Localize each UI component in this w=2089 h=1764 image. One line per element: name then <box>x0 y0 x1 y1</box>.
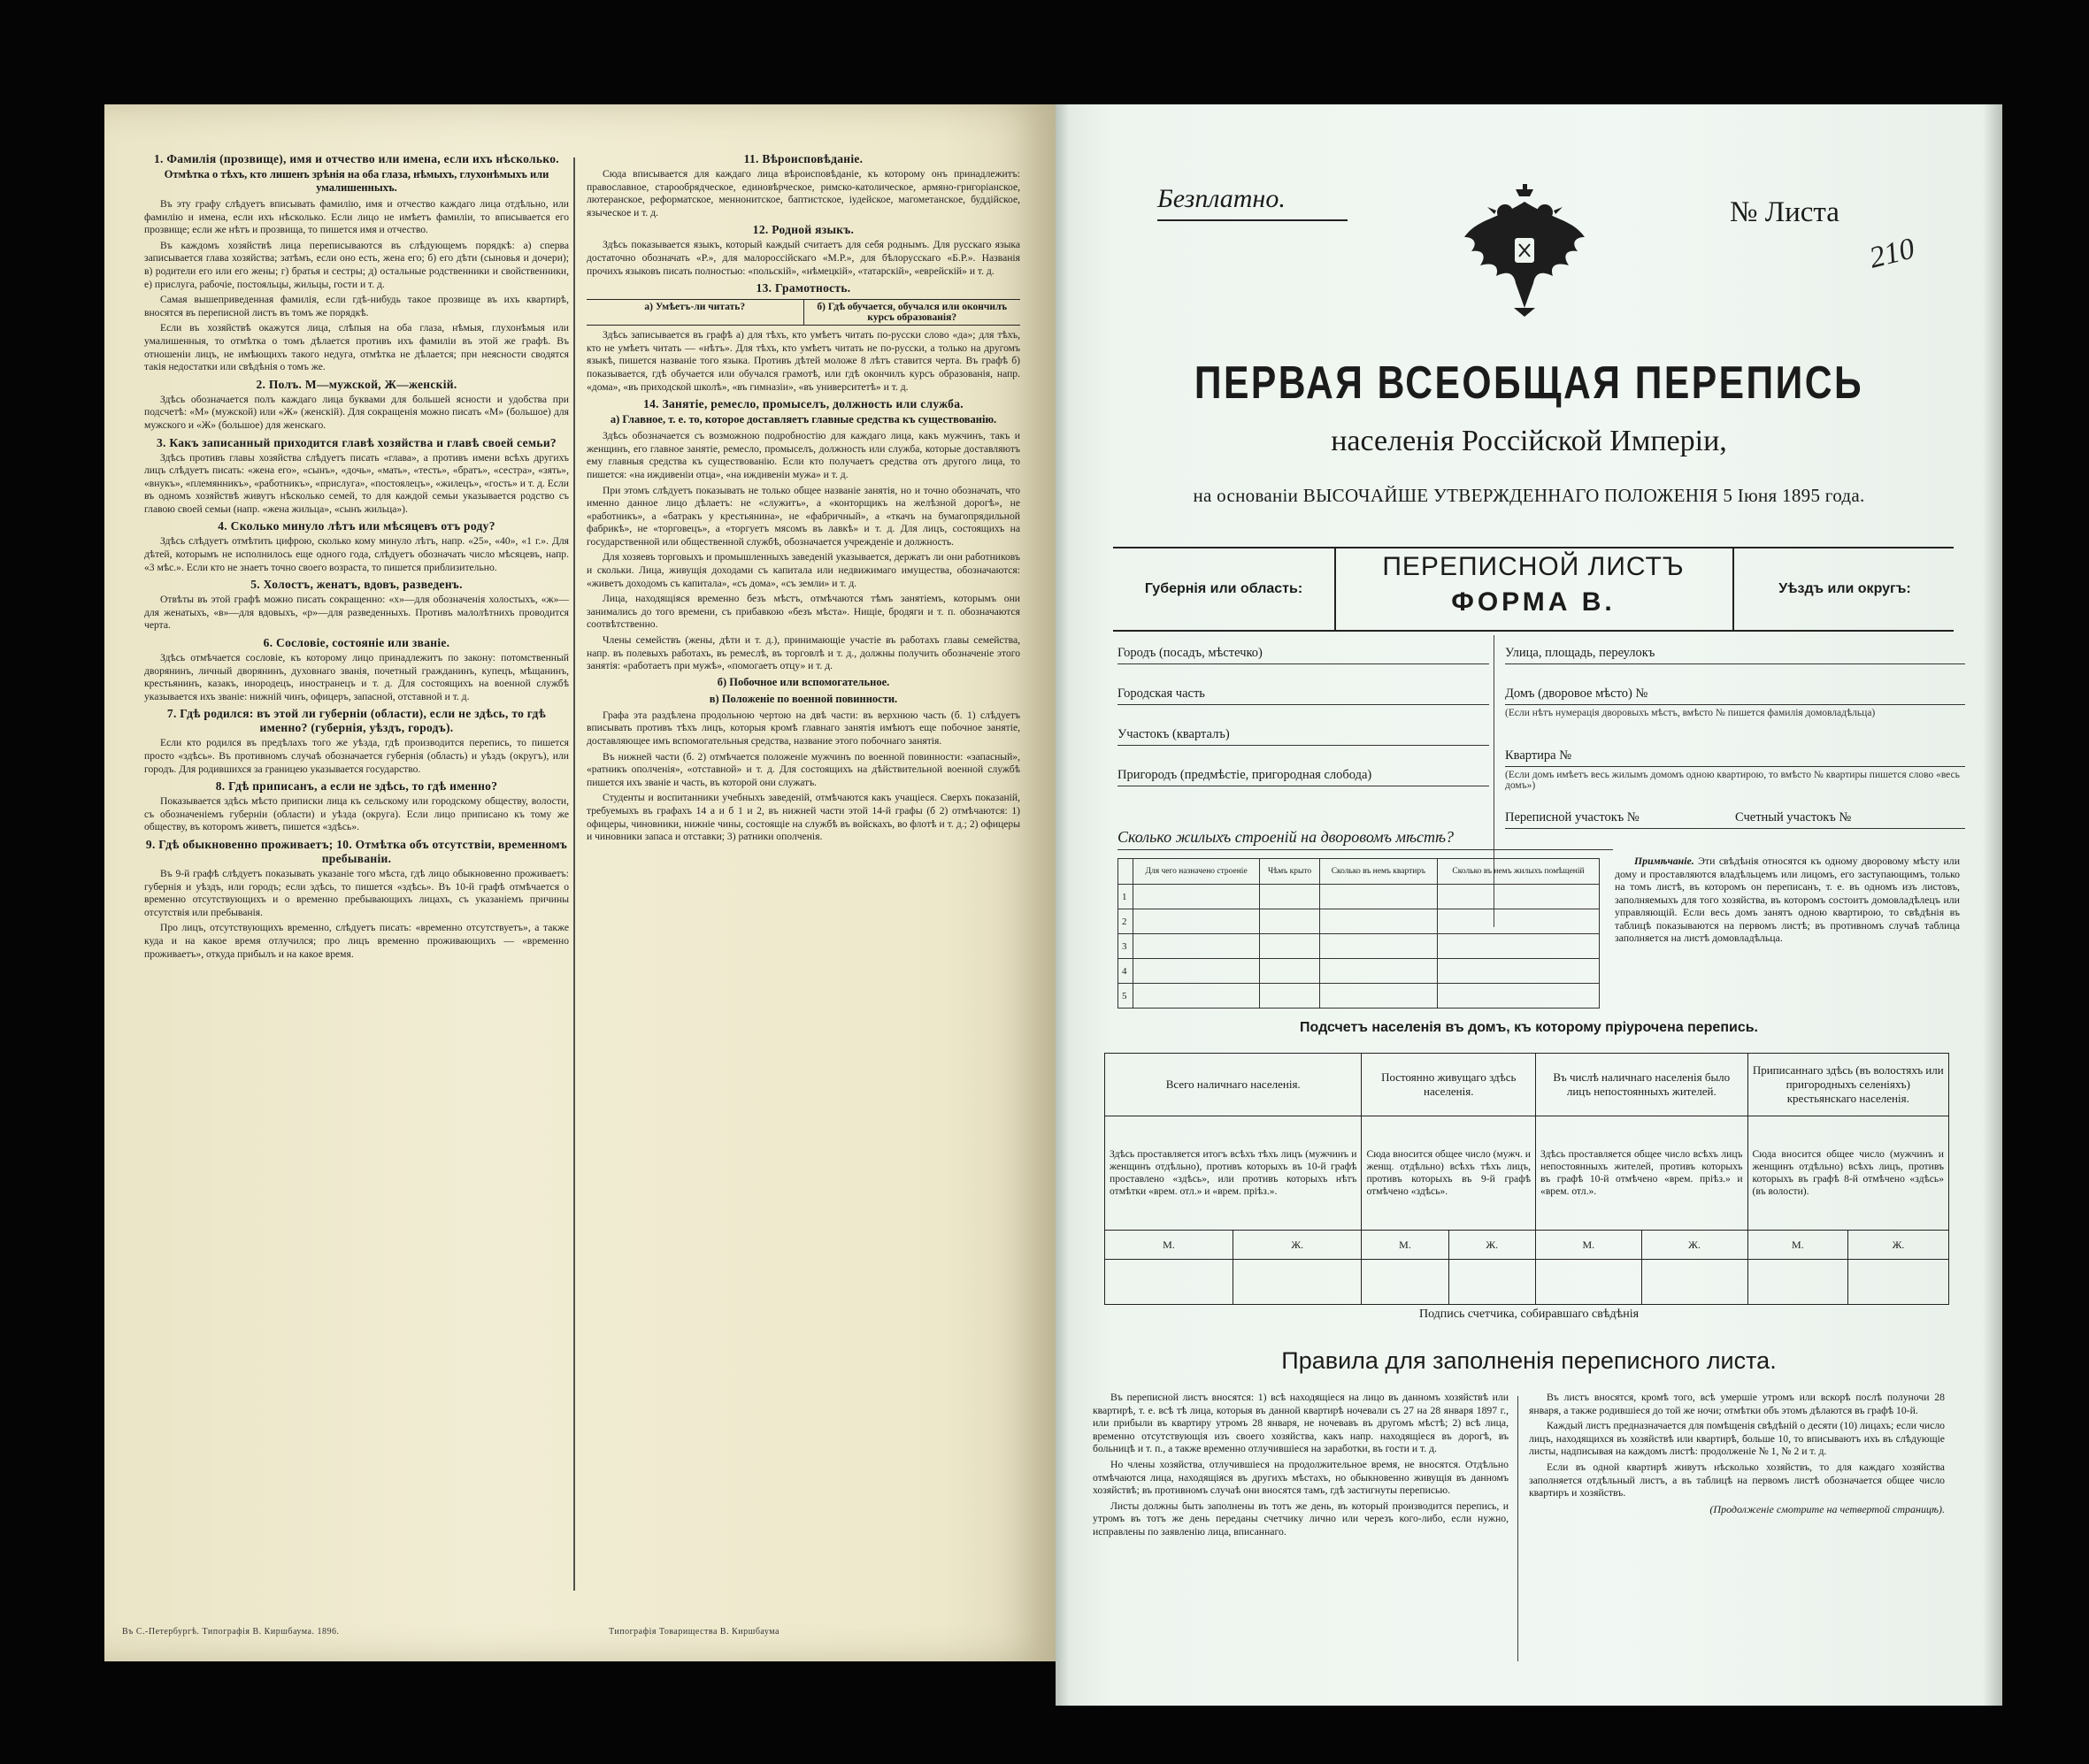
address-field[interactable] <box>1505 800 1965 840</box>
section-heading: 13. Грамотность. <box>756 281 851 295</box>
instruction-paragraph: Члены семействъ (жены, дѣти и т. д.), принимающіе участіе въ работахъ главы семейства, напр. въ полевыхъ работахъ, въ ремеслѣ, въ торговлѣ и т. д., должны получить обозначеніе этого занятія: «работаетъ при мужѣ», «помогаетъ отцу» и т. д. <box>587 634 1020 672</box>
buildings-table <box>1117 858 1600 1009</box>
population-col-description: Здѣсь проставляется общее число всѣхъ лицъ непостоянныхъ жителей, противъ которыхъ въ графѣ 10-й отмѣчено «врем. пріѣз.» и «врем. отл.». <box>1536 1116 1748 1231</box>
buildings-cell[interactable] <box>1438 959 1600 984</box>
fill-line[interactable] <box>1117 663 1489 664</box>
buildings-row-number: 4 <box>1118 959 1133 984</box>
buildings-col-header: Для чего назначено строеніе <box>1133 859 1260 885</box>
buildings-answer-line[interactable] <box>1117 849 1613 850</box>
population-col-description: Сюда вносится общее число (мужч. и женщ. отдѣльно) всѣхъ тѣхъ лицъ, противъ которыхъ въ 9-й графѣ отмѣчено «здѣсь». <box>1362 1116 1536 1231</box>
instruction-paragraph: Въ 9-й графѣ слѣдуетъ показывать указаніе того мѣста, гдѣ лицо обыкновенно проживаетъ: губернія и уѣздъ, или городъ; если здѣсь, то пишется «здѣсь». Въ 10-й графѣ отмѣчается о временно отсутствующихъ и о временно пребывающихъ лицахъ, съ указаніемъ причины отсутствія или пребыванія. <box>144 867 569 918</box>
address-field[interactable] <box>1505 676 1965 738</box>
address-field-note: (Если нѣтъ нумерація дворовыхъ мѣстъ, вмѣсто № пишется фамилія домовладѣльца) <box>1505 708 1876 718</box>
buildings-cell[interactable] <box>1438 909 1600 934</box>
buildings-row <box>1118 934 1600 959</box>
address-field-label: Городская часть <box>1117 686 1205 701</box>
census-title: ПЕРВАЯ ВСЕОБЩАЯ ПЕРЕПИСЬ <box>1194 357 1864 409</box>
population-col-header: Всего наличнаго населенія. <box>1105 1054 1362 1116</box>
female-column-label: Ж. <box>1848 1231 1949 1260</box>
fill-line[interactable] <box>1505 704 1965 705</box>
buildings-cell[interactable] <box>1319 959 1437 984</box>
female-column-label: Ж. <box>1641 1231 1747 1260</box>
address-field-label: Пригородъ (предмѣстіе, пригородная слобода) <box>1117 768 1372 782</box>
male-column-label: М. <box>1536 1231 1642 1260</box>
form-designation: ФОРМА В. <box>1451 587 1616 617</box>
buildings-row-number: 5 <box>1118 984 1133 1009</box>
fill-line[interactable] <box>1505 663 1965 664</box>
instruction-paragraph: Студенты и воспитанники учебныхъ заведеній, отмѣчаются какъ учащіеся. Сверхъ показаній, требуемыхъ въ графахъ 14 а и б 1 и 2, въ нижней части этой 14-й графы (б 2) отмѣчаются: 1) офицеры, чиновники, нижніе чины, состоящіе на службѣ въ войскахъ, во флотѣ и т. д.; 2) офицеры и чиновники запаса и отставки; 3) ратники ополченія. <box>587 792 1020 843</box>
address-field-label: Квартира № <box>1505 748 1572 763</box>
fill-line[interactable] <box>1117 745 1489 746</box>
rules-divider <box>1517 1396 1518 1661</box>
buildings-cell[interactable] <box>1319 885 1437 909</box>
male-column-label: М. <box>1747 1231 1847 1260</box>
column-divider <box>573 157 575 1591</box>
address-field[interactable] <box>1505 738 1965 800</box>
sheet-number-label: № Листа <box>1730 196 1839 228</box>
page-binding-edge <box>1056 104 1070 1706</box>
instruction-paragraph: Здѣсь показывается языкъ, который каждый считаетъ для себя роднымъ. Для русскаго языка достаточно обозначать «Р.», для малороссійскаго «М.Р.», для бѣлорусскаго «Б.Р.». Названія прочихъ языковъ писать полностью: «польскій», «нѣмецкій», «татарскій», «еврейскій» и т. д. <box>587 239 1020 277</box>
literacy-subquestions <box>587 299 1020 326</box>
female-count-cell[interactable] <box>1233 1260 1362 1305</box>
address-field-label: Городъ (посадъ, мѣстечко) <box>1117 646 1263 660</box>
buildings-row <box>1118 885 1600 909</box>
address-field-note: (Если домъ имѣетъ весь жилымъ домомъ одною квартирою, то вмѣсто № квартиры пишется слово «весь домъ») <box>1505 770 1960 791</box>
note-label: Примѣчаніе. <box>1634 855 1694 867</box>
population-count-table <box>1104 1053 1949 1305</box>
section-heading: 11. Вѣроисповѣданіе. <box>743 152 864 165</box>
instruction-paragraph: Показывается здѣсь мѣсто приписки лица къ сельскому или городскому обществу, волости, съ обозначеніемъ губерніи (области) и уѣзда (округа). Если лицо приписано къ тому же обществу, въ которомъ живетъ, пишется «здѣсь». <box>144 795 569 833</box>
governorate-field[interactable]: Губернія или область: <box>1113 548 1336 630</box>
population-col-header: Приписаннаго здѣсь (въ волостяхъ или пригородныхъ селеніяхъ) крестьянскаго населенія. <box>1747 1054 1948 1116</box>
population-col-header: Въ числѣ наличнаго населенія было лицъ непостоянныхъ жителей. <box>1536 1054 1748 1116</box>
instruction-paragraph: При этомъ слѣдуетъ показывать не только общее названіе занятія, но и точно обозначать, что именно данное лицо дѣлаетъ: не «служитъ», а «конторщикъ на желѣзной дорогѣ», не «работникъ», а «батракъ у крестьянина», не «фабричный», а «ткачъ на бумагопрядильной фабрикѣ», не «торговецъ», а «торгуетъ мясомъ въ лавкѣ» и т. д. Для лицъ, состоящихъ на государственной или общественной службѣ, обозначается учрежденіе и должность. <box>587 484 1020 548</box>
rules-paragraph: Въ переписной листъ вносятся: 1) всѣ находящіеся на лицо въ данномъ хозяйствѣ или квартирѣ, т. е. всѣ тѣ лица, которыя въ данной квартирѣ ночевали съ 27 на 28 января 1897 г., или прибыли въ квартиру утромъ 28 января, не ночевавъ въ другомъ мѣстѣ; 2) всѣ лица, временно отсутствующія изъ своего хозяйства, какъ напр. находящіеся въ дорогѣ, въ больницѣ и т. п., а также временно отлучившіеся на заработки, въ гости и т. д. <box>1093 1392 1509 1455</box>
buildings-cell[interactable] <box>1319 934 1437 959</box>
sheet-title: ПЕРЕПИСНОЙ ЛИСТЪ <box>1382 552 1685 581</box>
buildings-col-header: Сколько въ немъ жилыхъ помѣщеній <box>1438 859 1600 885</box>
rules-paragraph: Если въ одной квартирѣ живутъ нѣсколько хозяйствъ, то для каждаго хозяйства заполняется отдѣльный листъ, а въ таблицѣ на первомъ листѣ обозначается общее число квартиръ и хозяйствъ. <box>1529 1461 1945 1499</box>
double-headed-eagle-icon <box>1461 184 1589 317</box>
rules-paragraph: Но члены хозяйства, отлучившіеся на продолжительное время, не вносятся. Отдѣльно отмѣчаются лица, находящіяся въ другихъ мѣстахъ, но обыкновенно живущія въ данномъ хозяйствѣ; въ противномъ случаѣ они вносятся тамъ, гдѣ застигнуты переписью. <box>1093 1458 1509 1497</box>
instructions-column-2 <box>587 149 1020 1582</box>
section-heading: 8. Гдѣ приписанъ, а если не здѣсь, то гдѣ именно? <box>215 779 498 794</box>
printer-footer-right: Типографія Товарищества В. Киршбаума <box>609 1627 780 1637</box>
census-subtitle: населенія Россійской Имперіи, <box>1331 425 1727 457</box>
male-column-label: М. <box>1362 1231 1448 1260</box>
buildings-col-blank <box>1118 859 1133 885</box>
address-field-label: Переписной участокъ № <box>1505 810 1640 824</box>
buildings-col-header: Чѣмъ крыто <box>1260 859 1319 885</box>
buildings-cell[interactable] <box>1133 959 1260 984</box>
male-count-cell[interactable] <box>1536 1260 1642 1305</box>
instruction-paragraph: Отвѣты въ этой графѣ можно писать сокращенно: «х»—для обозначенія холостыхъ, «ж»—для женатыхъ, «в»—для вдовыхъ, «р»—для разведенныхъ. Противъ малолѣтнихъ проводится черта. <box>144 594 569 632</box>
section-heading: 9. Гдѣ обыкновенно проживаетъ; 10. Отмѣтка объ отсутствіи, временномъ пребываніи. <box>145 837 568 865</box>
instruction-paragraph: Лица, находящіяся временно безъ мѣстъ, отмѣчаются тѣмъ занятіемъ, которымъ они занимались до того времени, съ прибавкою «безъ мѣста». Нищіе, бродяги и т. п. обозначаются соотвѣтственно. <box>587 593 1020 631</box>
instruction-paragraph: Если кто родился въ предѣлахъ того же уѣзда, гдѣ производится перепись, то пишется просто «здѣсь». Въ противномъ случаѣ обозначается губернія (область) и уѣздъ (округъ), или городъ. Для родившихся за границею указывается государство. <box>144 737 569 775</box>
census-legal-basis: на основаніи ВЫСОЧАЙШЕ УТВЕРЖДЕННАГО ПОЛОЖЕНІЯ 5 Іюня 1895 года. <box>1193 485 1865 506</box>
instruction-paragraph: Про лицъ, отсутствующихъ временно, слѣдуетъ писать: «временно отсутствуетъ», а также куда и на какое время отлучился; про лицъ временно проживающихъ — «временно проживаетъ», откуда прибылъ и на какое время. <box>144 922 569 960</box>
buildings-cell[interactable] <box>1133 885 1260 909</box>
uezd-field[interactable]: Уѣздъ или округъ: <box>1732 548 1955 630</box>
buildings-cell[interactable] <box>1133 984 1260 1009</box>
buildings-row <box>1118 959 1600 984</box>
instruction-paragraph: Для хозяевъ торговыхъ и промышленныхъ заведеній указывается, держатъ ли они работниковъ и скольки. Лица, живущія доходами съ капитала или недвижимаго имущества, обозначаются: «живетъ доходомъ съ капитала», «съ дома», «съ земли» и т. д. <box>587 551 1020 589</box>
instruction-paragraph: Здѣсь противъ главы хозяйства слѣдуетъ писать «глава», а противъ имени всѣхъ другихъ лицъ слѣдуетъ писать: «жена его», «сынъ», «дочь», «мать», «тесть», «братъ», «сестра», «зять», «внукъ», «племянникъ», «работникъ», «прислуга», «постоялецъ», «жилецъ», «гость» и т. д. Если въ одномъ хозяйствѣ живутъ нѣсколько семей, то для каждой семьи указывается родство съ главою своей семьи (напр. «жена жильца», «сынъ жильца»). <box>144 451 569 515</box>
buildings-row <box>1118 984 1600 1009</box>
instruction-paragraph: Графа эта раздѣлена продольною чертою на двѣ части: въ верхнюю часть (б. 1) слѣдуетъ вписывать противъ тѣхъ лицъ, которыя кромѣ главнаго занятія имѣютъ еще побочное занятіе, доставляющее имъ вспомогательныя средства, название этого побочнаго занятія. <box>587 709 1020 747</box>
male-count-cell[interactable] <box>1747 1260 1847 1305</box>
section-subheading: б) Побочное или вспомогательное. <box>717 675 890 688</box>
section-heading: 6. Сословіе, состояніе или званіе. <box>263 636 450 650</box>
population-col-description: Здѣсь проставляется итогъ всѣхъ тѣхъ лицъ (мужчинъ и женщинъ отдѣльно), противъ которыхъ въ 10-й графѣ проставлено «здѣсь», или противъ которыхъ нѣтъ отмѣтки «врем. отл.» и «врем. пріѣз.». <box>1105 1116 1362 1231</box>
female-count-cell[interactable] <box>1848 1260 1949 1305</box>
population-col-description: Сюда вносится общее число (мужчинъ и женщинъ отдѣльно) всѣхъ лицъ, противъ которыхъ въ графѣ 8-й отмѣчено «здѣсь» (въ волости). <box>1747 1116 1948 1231</box>
free-of-charge-label: Безплатно. <box>1157 184 1286 213</box>
female-count-cell[interactable] <box>1641 1260 1747 1305</box>
form-header-box <box>1113 547 1954 632</box>
buildings-cell[interactable] <box>1319 909 1437 934</box>
section-heading: 7. Гдѣ родился: въ этой ли губерніи (области), если не здѣсь, то гдѣ именно? (губернія, уѣздъ, городъ). <box>166 707 547 735</box>
instruction-paragraph: Въ нижней части (б. 2) отмѣчается положеніе мужчинъ по военной повинности: «запасный», «ратникъ ополченія», «отставной» и т. д. Для состоящихъ на дѣйствительной военной службѣ пишется ихъ званіе и часть, въ которой они служатъ. <box>587 750 1020 788</box>
page-edge-shadow <box>1983 104 2002 1706</box>
section-heading: 1. Фамилія (прозвище), имя и отчество или имена, если ихъ нѣсколько. <box>154 152 559 165</box>
buildings-cell[interactable] <box>1133 934 1260 959</box>
male-column-label: М. <box>1105 1231 1233 1260</box>
female-count-cell[interactable] <box>1448 1260 1535 1305</box>
address-field-label: Улица, площадь, переулокъ <box>1505 646 1655 660</box>
section-heading: 4. Сколько минуло лѣтъ или мѣсяцевъ отъ роду? <box>218 519 495 533</box>
rules-column-1 <box>1093 1392 1509 1683</box>
rules-title: Правила для заполненія переписного листа. <box>1281 1347 1777 1374</box>
fill-line[interactable] <box>1505 766 1965 767</box>
section-heading: 5. Холостъ, женатъ, вдовъ, разведенъ. <box>250 578 463 592</box>
male-count-cell[interactable] <box>1362 1260 1448 1305</box>
instruction-paragraph: Здѣсь обозначается полъ каждаго лица буквами для большей ясности и удобства при подсчетѣ: «М» (мужской) или «Ж» (женскій). Для сокращенія можно писать «М» (большое) для мужского и «Ж» (большое) для женскаго. <box>144 393 569 431</box>
instruction-paragraph: Если въ хозяйствѣ окажутся лица, слѣпыя на оба глаза, нѣмыя, глухонѣмыя или умалишенныя, то отмѣтка о томъ дѣлается противъ ихъ фамиліи въ этой же графѣ. Въ отношеніи лицъ, не имѣющихъ такого недуга, отмѣтка не дѣлается; при неясности сводятся такія недостатки или свѣдѣнія о томъ же. <box>144 322 569 373</box>
form-title-block <box>1334 548 1732 630</box>
buildings-cell[interactable] <box>1260 984 1319 1009</box>
buildings-cell[interactable] <box>1438 934 1600 959</box>
buildings-cell[interactable] <box>1260 959 1319 984</box>
instruction-paragraph: Въ каждомъ хозяйствѣ лица переписываются въ слѣдующемъ порядкѣ: а) сперва записывается глава хозяйства; затѣмъ, если оно есть, жена его; б) его дѣти (сыновья и дочери); в) родители его или его жены; г) братья и сестры; д) остальные родственники и свойственники, е) прислуга, рабочіе, постояльцы, жильцы, гости и т. д. <box>144 239 569 290</box>
buildings-col-header: Сколько въ немъ квартиръ <box>1319 859 1437 885</box>
note-text: Эти свѣдѣнія относятся къ одному дворовому мѣсту или дому и проставляются владѣльцемъ или лицомъ, его заступающимъ, только на томъ листѣ, въ которомъ он переписанъ, т. е. въ одномъ изъ листовъ, заполняемыхъ для того хозяйства, въ которомъ состоитъ домовладѣлецъ или управляющій. Если весь домъ занятъ одною квартирою, то свѣдѣнія въ таблицѣ показываются на первомъ листѣ; въ противномъ случаѣ таблица заполняется на листѣ домовладѣльца. <box>1615 855 1961 944</box>
address-field[interactable] <box>1117 676 1489 717</box>
address-field[interactable] <box>1117 717 1489 757</box>
literacy-question-b: б) Гдѣ обучается, обучался или окончилъ курсъ образованія? <box>803 300 1021 325</box>
buildings-cell[interactable] <box>1319 984 1437 1009</box>
fill-line[interactable] <box>1117 704 1489 705</box>
buildings-cell[interactable] <box>1260 909 1319 934</box>
section-heading: 2. Полъ. М—мужской, Ж—женскій. <box>256 377 457 391</box>
counting-district-label: Счетный участокъ № <box>1735 810 1852 824</box>
instruction-paragraph: Самая вышеприведенная фамилія, если гдѣ-нибудь такое прозвище въ ихъ квартирѣ, вносятся въ переписной листъ въ томъ же порядкѣ. <box>144 294 569 318</box>
rules-column-2 <box>1529 1392 1945 1683</box>
address-field[interactable] <box>1117 757 1489 798</box>
female-column-label: Ж. <box>1448 1231 1535 1260</box>
fill-line[interactable] <box>1505 828 1965 829</box>
male-count-cell[interactable] <box>1105 1260 1233 1305</box>
buildings-row-number: 3 <box>1118 934 1133 959</box>
address-field[interactable] <box>1505 635 1965 676</box>
buildings-row-number: 1 <box>1118 885 1133 909</box>
section-subheading: Отмѣтка о тѣхъ, кто лишенъ зрѣнія на оба глаза, нѣмыхъ, глухонѣмыхъ или умалишенныхъ. <box>164 168 549 194</box>
buildings-row <box>1118 909 1600 934</box>
address-field-label: Домъ (дворовое мѣсто) № <box>1505 686 1648 701</box>
instruction-paragraph: Сюда вписывается для каждаго лица вѣроисповѣданіе, къ которому онъ принадлежитъ: православное, старообрядческое, единовѣрческое, римско-католическое, армяно-григоріанское, лютеранское, реформатское, меннонитское, баптистское, іудейское, магометанское, буддійское, языческое и т. д. <box>587 168 1020 219</box>
section-subheading: в) Положеніе по военной повинности. <box>709 692 898 705</box>
rules-paragraph: Каждый листъ предназначается для помѣщенія свѣдѣній о десяти (10) лицахъ; если число лицъ, находящихся въ хозяйствѣ или квартирѣ, больше 10, то вписываютъ ихъ въ слѣдующіе листы, надписывая на каждомъ листѣ: продолженіе № 1, № 2 и т. д. <box>1529 1420 1945 1458</box>
section-heading: 12. Родной языкъ. <box>752 223 855 237</box>
instruction-paragraph: Здѣсь записывается въ графѣ а) для тѣхъ, кто умѣетъ читать по-русски слово «да»; для тѣхъ, кто не умѣетъ читать — «нѣтъ». Для тѣхъ, кто умѣетъ читать не по-русски, а только на другомъ языкѣ, пишется названіе того языка. Противъ дѣтей моложе 8 лѣтъ ставится черта. Въ графѣ б) показывается, гдѣ обучается или обучался грамотѣ, или гдѣ окончилъ курсъ образованія, напр. «дома», «въ приходской школѣ», «въ гимназіи», «въ университетѣ» и т. д. <box>587 329 1020 393</box>
instructions-page <box>104 104 1056 1661</box>
buildings-cell[interactable] <box>1260 934 1319 959</box>
address-field-label: Участокъ (кварталъ) <box>1117 727 1230 741</box>
buildings-cell[interactable] <box>1438 984 1600 1009</box>
continuation-note: (Продолженіе смотрите на четвертой страницѣ). <box>1709 1502 1945 1515</box>
address-fields-left <box>1117 635 1489 798</box>
sheet-number-handwritten: 210 <box>1866 232 1918 275</box>
rules-paragraph: Въ листъ вносятся, кромѣ того, всѣ умершіе утромъ или вскорѣ послѣ полуночи 28 января, а также родившіеся до той же ночи; отмѣтки объ этомъ дѣлаются въ графѣ 10-й. <box>1529 1392 1945 1416</box>
population-count-title: Подсчетъ населенія въ домъ, къ которому пріурочена перепись. <box>1300 1020 1758 1035</box>
buildings-cell[interactable] <box>1438 885 1600 909</box>
address-field[interactable] <box>1117 635 1489 676</box>
instructions-column-1 <box>144 149 569 1582</box>
enumerator-signature[interactable]: Подпись счетчика, собиравшаго свѣдѣнія <box>1418 1308 1640 1321</box>
buildings-cell[interactable] <box>1260 885 1319 909</box>
population-col-header: Постоянно живущаго здѣсь населенія. <box>1362 1054 1536 1116</box>
literacy-question-a: а) Умѣетъ-ли читать? <box>644 302 746 313</box>
census-form-page <box>1056 104 2002 1706</box>
section-subheading: а) Главное, т. е. то, которое доставляетъ главные средства къ существованію. <box>610 413 997 426</box>
free-label-underline <box>1157 219 1348 221</box>
rules-paragraph: Листы должны быть заполнены въ тотъ же день, въ который производится перепись, и утромъ въ тотъ же день переданы счетчику лично или черезъ кого-либо, если нужно, исправлены по заявленію лица, вписаннаго. <box>1093 1499 1509 1538</box>
section-heading: 14. Занятіе, ремесло, промыселъ, должность или служба. <box>643 397 964 411</box>
instruction-paragraph: Здѣсь обозначается съ возможною подробностію для каждаго лица, какъ мужчинъ, такъ и женщинъ, его главное занятіе, ремесло, промыселъ, должность или служба, которые доставляютъ ему главныя средства къ существованію. Если кто получаетъ средства отъ другого лица, то пишется: «на иждивеніи отца», «на иждивеніи мужа» и т. д. <box>587 430 1020 480</box>
section-heading: 3. Какъ записанный приходится главѣ хозяйства и главѣ своей семьи? <box>157 435 557 449</box>
buildings-note <box>1615 855 1960 945</box>
buildings-cell[interactable] <box>1133 909 1260 934</box>
instruction-paragraph: Въ эту графу слѣдуетъ вписывать фамилію, имя и отчество каждаго лица отдѣльно, или фамилію и имена, если ихъ нѣсколько. Если лицо не имѣетъ фамиліи, то вписывается его прозвище; если же нѣтъ и прозвища, то пишется имя и отчество. <box>144 198 569 236</box>
buildings-question: Сколько жилыхъ строеній на дворовомъ мѣстѣ? <box>1117 828 1454 846</box>
instruction-paragraph: Здѣсь слѣдуетъ отмѣтить цифрою, сколько кому минуло лѣтъ, напр. «25», «40», «1 г.». Для дѣтей, которымъ не исполнилось еще одного года, слѣдуетъ обозначать число мѣсяцевъ, напр. «3 мѣс.». Если кто не знаетъ точно своего возраста, то пишется приблизительно. <box>144 535 569 573</box>
printer-footer-left: Въ С.-Петербургѣ. Типографія В. Киршбаума. 1896. <box>122 1627 340 1637</box>
buildings-row-number: 2 <box>1118 909 1133 934</box>
female-column-label: Ж. <box>1233 1231 1362 1260</box>
instruction-paragraph: Здѣсь отмѣчается сословіе, къ которому лицо принадлежитъ по закону: потомственный дворянинъ, личный дворянинъ, духовнаго званія, почетный гражданинъ, купецъ, мѣщанинъ, крестьянинъ, казакъ, инородецъ, иностранецъ и т. д. Для состоящихъ на военной службѣ указывается ихъ званіе: нижній чинъ, офицеръ, запасной, отставной и т. д. <box>144 652 569 702</box>
